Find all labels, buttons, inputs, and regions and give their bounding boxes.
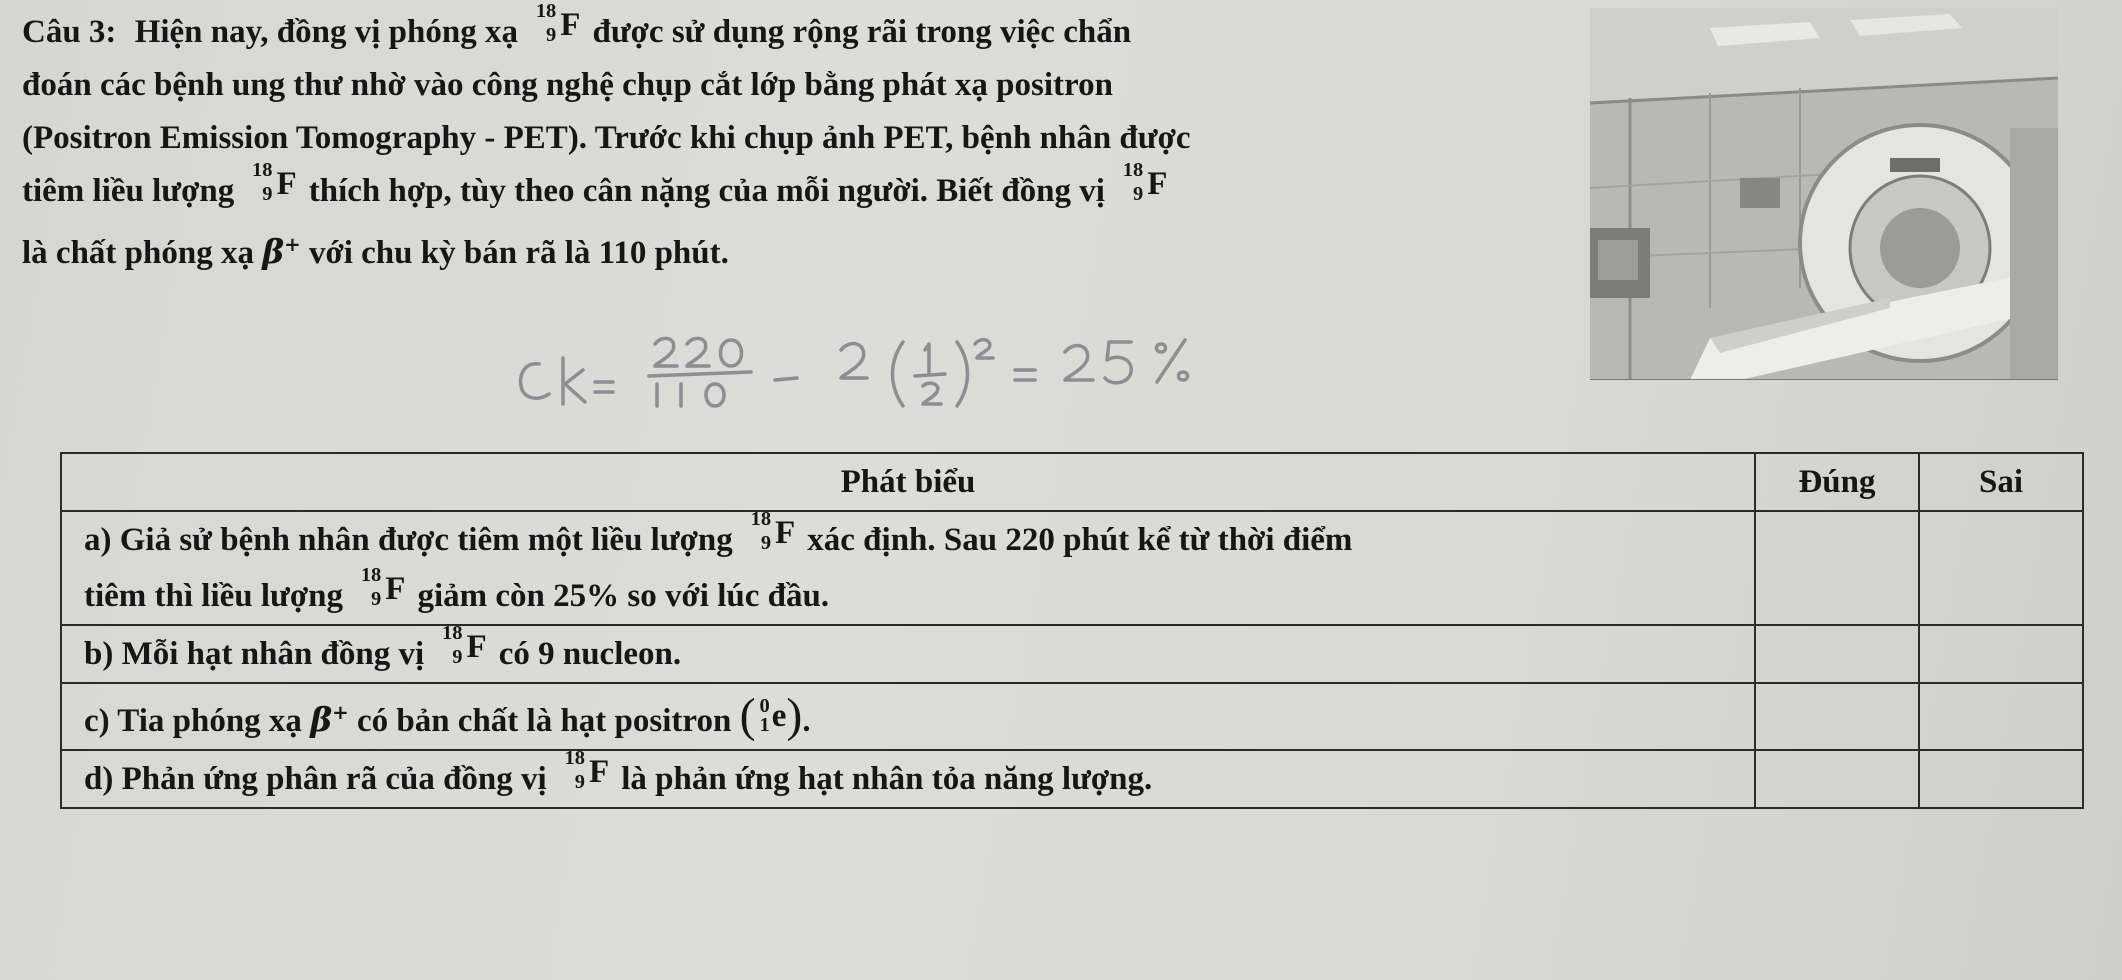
handwritten-note (505, 322, 1325, 412)
fluorine-18-nuclide: 18 9 F (750, 508, 796, 554)
question-text-segment: được sử dụng rộng rãi trong việc chẩn (592, 14, 1132, 50)
question-text-segment: với chu kỳ bán rã là 110 phút. (308, 235, 729, 271)
answer-c-false-cell[interactable] (1919, 683, 2083, 750)
question-text (22, 0, 1582, 280)
pet-scanner-photo (1590, 8, 2058, 380)
fluorine-18-nuclide: 18 9 F (535, 0, 581, 46)
question-label: Câu 3: (22, 14, 117, 50)
table-row (61, 625, 2083, 683)
table-row (61, 750, 2083, 808)
beta-plus-symbol: β+ (310, 700, 349, 739)
statement-column-header: Phát biểu (61, 453, 1755, 511)
true-false-table (60, 452, 2084, 809)
question-text-segment: Hiện nay, đồng vị phóng xạ (134, 14, 518, 50)
question-text-segment: (Positron Emission Tomography - PET). Trước khi chụp ảnh PET, bệnh nhân được (22, 120, 1191, 156)
answer-d-false-cell[interactable] (1919, 750, 2083, 808)
fluorine-18-nuclide: 18 9 F (360, 564, 406, 610)
answer-c-true-cell[interactable] (1755, 683, 1919, 750)
statement-d: d) Phản ứng phân rã của đồng vị 18 9 F là phản ứng hạt nhân tỏa năng lượng. (61, 750, 1755, 808)
false-column-header: Sai (1919, 453, 2083, 511)
beta-plus-symbol: β+ (262, 232, 301, 271)
answer-a-true-cell[interactable] (1755, 511, 1919, 625)
fluorine-18-nuclide: 18 9 F (252, 159, 297, 205)
answer-a-false-cell[interactable] (1919, 511, 2083, 625)
statement-b: b) Mỗi hạt nhân đồng vị 18 9 F có 9 nucleon. (61, 625, 1755, 683)
statement-c: c) Tia phóng xạ β+ có bản chất là hạt positron ( 0 1 e ) . (61, 683, 1755, 750)
question-text-segment: là chất phóng xạ (22, 235, 254, 271)
answer-b-false-cell[interactable] (1919, 625, 2083, 683)
positron-notation: ( 0 1 e ) (739, 689, 803, 742)
true-column-header: Đúng (1755, 453, 1919, 511)
table-row (61, 511, 2083, 625)
fluorine-18-nuclide: 18 9 F (564, 747, 610, 793)
answer-d-true-cell[interactable] (1755, 750, 1919, 808)
fluorine-18-nuclide: 18 9 F (442, 622, 487, 668)
answer-b-true-cell[interactable] (1755, 625, 1919, 683)
table-row (61, 683, 2083, 750)
fluorine-18-nuclide: 18 9 F (1122, 159, 1168, 205)
question-text-segment: tiêm liều lượng (22, 173, 235, 209)
question-text-segment: đoán các bệnh ung thư nhờ vào công nghệ chụp cắt lớp bằng phát xạ positron (22, 67, 1113, 103)
statement-a: a) Giả sử bệnh nhân được tiêm một liều lượng 18 9 F xác định. Sau 220 phút kể từ thời điểm tiêm thì liều lượng 18 9 F giảm còn 25% so với lúc đầu. (61, 511, 1755, 625)
question-text-segment: thích hợp, tùy theo cân nặng của mỗi người. Biết đồng vị (308, 173, 1105, 209)
